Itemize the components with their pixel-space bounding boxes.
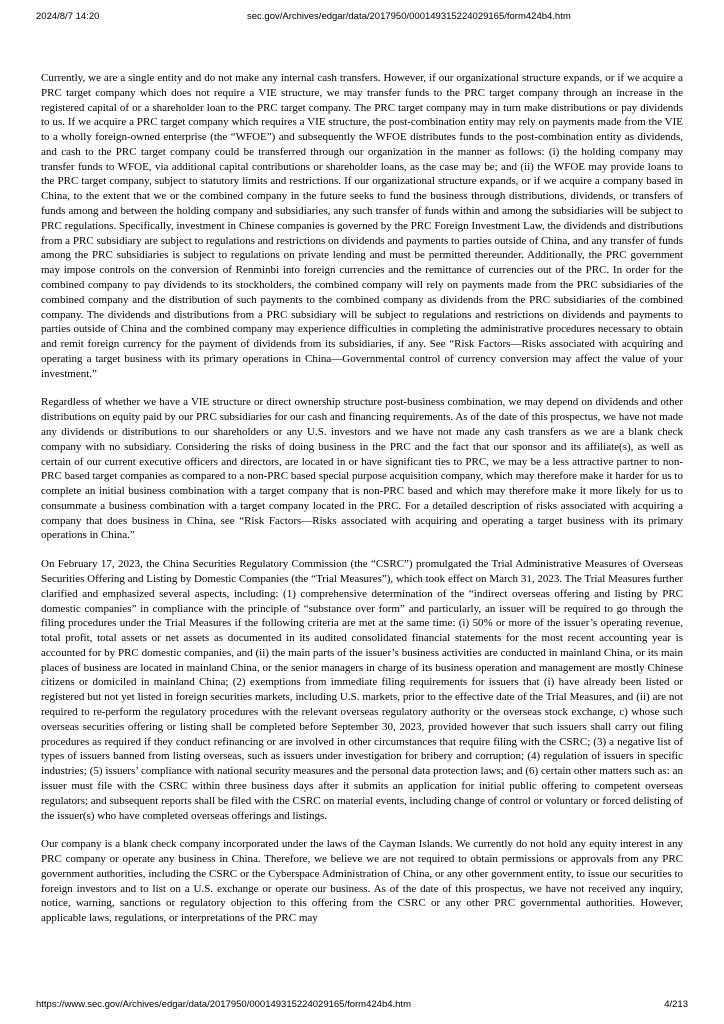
paragraph-company-status: Our company is a blank check company incorporated under the laws of the Cayman Islands. We currently do not hold any equity interest in any PRC company or operate any business in China. Therefore, we believe we are not required to obtain permissions or approvals from any PRC government authorities, including the CSRC or the Cyberspace Administration of China, or any other government entity, to issue our securities to foreign investors and to list on a U.S. exchange or operate our business. As of the date of this prospectus, we have not received any inquiry, notice, warning, sanctions or regulatory objection to this offering from the CSRC or any other PRC governmental authorities. However, applicable laws, regulations, or interpretations of the PRC may bbox=[41, 838, 683, 925]
document-body bbox=[41, 71, 683, 940]
paragraph-vie-structure: Regardless of whether we have a VIE structure or direct ownership structure post-business combination, we may depend on dividends and other distributions on equity paid by our PRC subsidiaries for our cash and financing requirements. As of the date of this prospectus, we have not made any dividends or distributions to our shareholders or any U.S. investors and we have not made any cash transfers as we are a blank check company with no subsidiary. Considering the risks of doing business in the PRC and the fact that our sponsor and its affiliate(s), as well as certain of our current executive officers and directors, are located in or have significant ties to PRC, we may be a less attractive partner to non-PRC based target companies as compared to a non-PRC based special purpose acquisition company, which may therefore make it harder for us to complete an initial business combination with a target company that is non-PRC based and which may therefore make it more likely for us to consummate a business combination with a target company located in the PRC. For a detailed description of risks associated with acquiring a company that does business in China, see “Risk Factors—Risks associated with acquiring and operating a target business with its primary operations in China.” bbox=[41, 396, 683, 542]
print-page-url: sec.gov/Archives/edgar/data/2017950/000149315224029165/form424b4.htm bbox=[247, 11, 571, 22]
footer-url: https://www.sec.gov/Archives/edgar/data/2017950/000149315224029165/form424b4.htm bbox=[36, 999, 411, 1010]
print-header bbox=[36, 10, 688, 24]
page-number: 4/213 bbox=[664, 999, 688, 1010]
print-footer bbox=[36, 998, 688, 1012]
print-datetime: 2024/8/7 14:20 bbox=[36, 11, 100, 22]
paragraph-csrc-trial-measures: On February 17, 2023, the China Securities Regulatory Commission (the “CSRC”) promulgated the Trial Administrative Measures of Overseas Securities Offering and Listing by Domestic Companies (the “Trial Measures”), which took effect on March 31, 2023. The Trial Measures further clarified and emphasized several aspects, including: (1) comprehensive determination of the “indirect overseas offering and listing by PRC domestic companies” in compliance with the principle of “substance over form” and particularly, an issuer will be required to go through the filing procedures under the Trial Measures if the following criteria are met at the same time: (i) 50% or more of the issuer’s operating revenue, total profit, total assets or net assets as documented in its audited consolidated financial statements for the most recent accounting year is accounted for by PRC domestic companies, and (ii) the main parts of the issuer’s business activities are conducted in mainland China, or its main places of business are located in mainland China, or the senior managers in charge of its business operation and management are mostly Chinese citizens or domiciled in mainland China; (2) exemptions from immediate filing requirements for issuers that (i) have already been listed or registered but not yet listed in foreign securities markets, including U.S. markets, prior to the effective date of the Trial Measures, and (ii) are not required to re-perform the regulatory procedures with the relevant overseas regulatory authority or the overseas stock exchange, c) whose such overseas securities offering or listing shall be completed before September 30, 2023, provided however that such issuers shall carry out filing procedures as required if they conduct refinancing or are involved in other circumstances that require filing with the CSRC; (3) a negative list of types of issuers banned from listing overseas, such as issuers under investigation for bribery and corruption; (4) regulation of issuers in specific industries; (5) issuers’ compliance with national security measures and the personal data protection laws; and (6) certain other matters such as: an issuer must file with the CSRC within three business days after it submits an application for initial public offering to competent overseas regulators; and subsequent reports shall be filed with the CSRC on material events, including change of control or voluntary or forced delisting of the issuer(s) who have completed overseas offerings and listings. bbox=[41, 558, 683, 822]
paragraph-cash-transfers: Currently, we are a single entity and do not make any internal cash transfers. However, if our organizational structure expands, or if we acquire a PRC target company which does not require a VIE structure, we may transfer funds to the PRC target company through an increase in the registered capital of or a shareholder loan to the PRC target company. The PRC target company may in turn make distributions or pay dividends to us. If we acquire a PRC target company which requires a VIE structure, the post-combination entity may rely on payments made from the VIE to a wholly foreign-owned enterprise (the “WFOE”) and subsequently the WFOE distributes funds to the post-combination entity as dividends, and cash to the PRC target company could be transferred through our organization in the manner as follows: (i) the holding company may transfer funds to WFOE, via additional capital contributions or shareholder loans, as the case may be; and (ii) the WFOE may provide loans to the PRC target company, subject to statutory limits and restrictions. If our organizational structure expands, or if we acquire a company based in China, to the extent that we or the combined company in the future seeks to fund the business through distributions, dividends, or transfers of funds among and between the holding company and subsidiaries, any such transfer of funds within and among the subsidiaries will be subject to PRC regulations. Specifically, investment in Chinese companies is governed by the PRC Foreign Investment Law, the dividends and distributions from a PRC subsidiary are subject to regulations and restrictions on dividends and payments to parties outside of China, and any transfer of funds among the PRC subsidiaries is subject to regulations on private lending and must be permitted thereunder. Additionally, the PRC government may impose controls on the conversion of Renminbi into foreign currencies and the remittance of currencies out of the PRC. In order for the combined company to pay dividends to its stockholders, the combined company will rely on payments made from the PRC subsidiaries of the combined company and the distribution of such payments to the combined company as dividends from the PRC subsidiaries of the combined company. The dividends and distributions from a PRC subsidiary will be subject to regulations and restrictions on dividends and payments to parties outside of China and the combined company may experience difficulties in completing the administrative procedures necessary to obtain and remit foreign currency for the payment of dividends from its subsidiaries, if any. See “Risk Factors—Risks associated with acquiring and operating a target business with its primary operations in China—Governmental control of currency conversion may affect the value of your investment.” bbox=[41, 72, 683, 380]
